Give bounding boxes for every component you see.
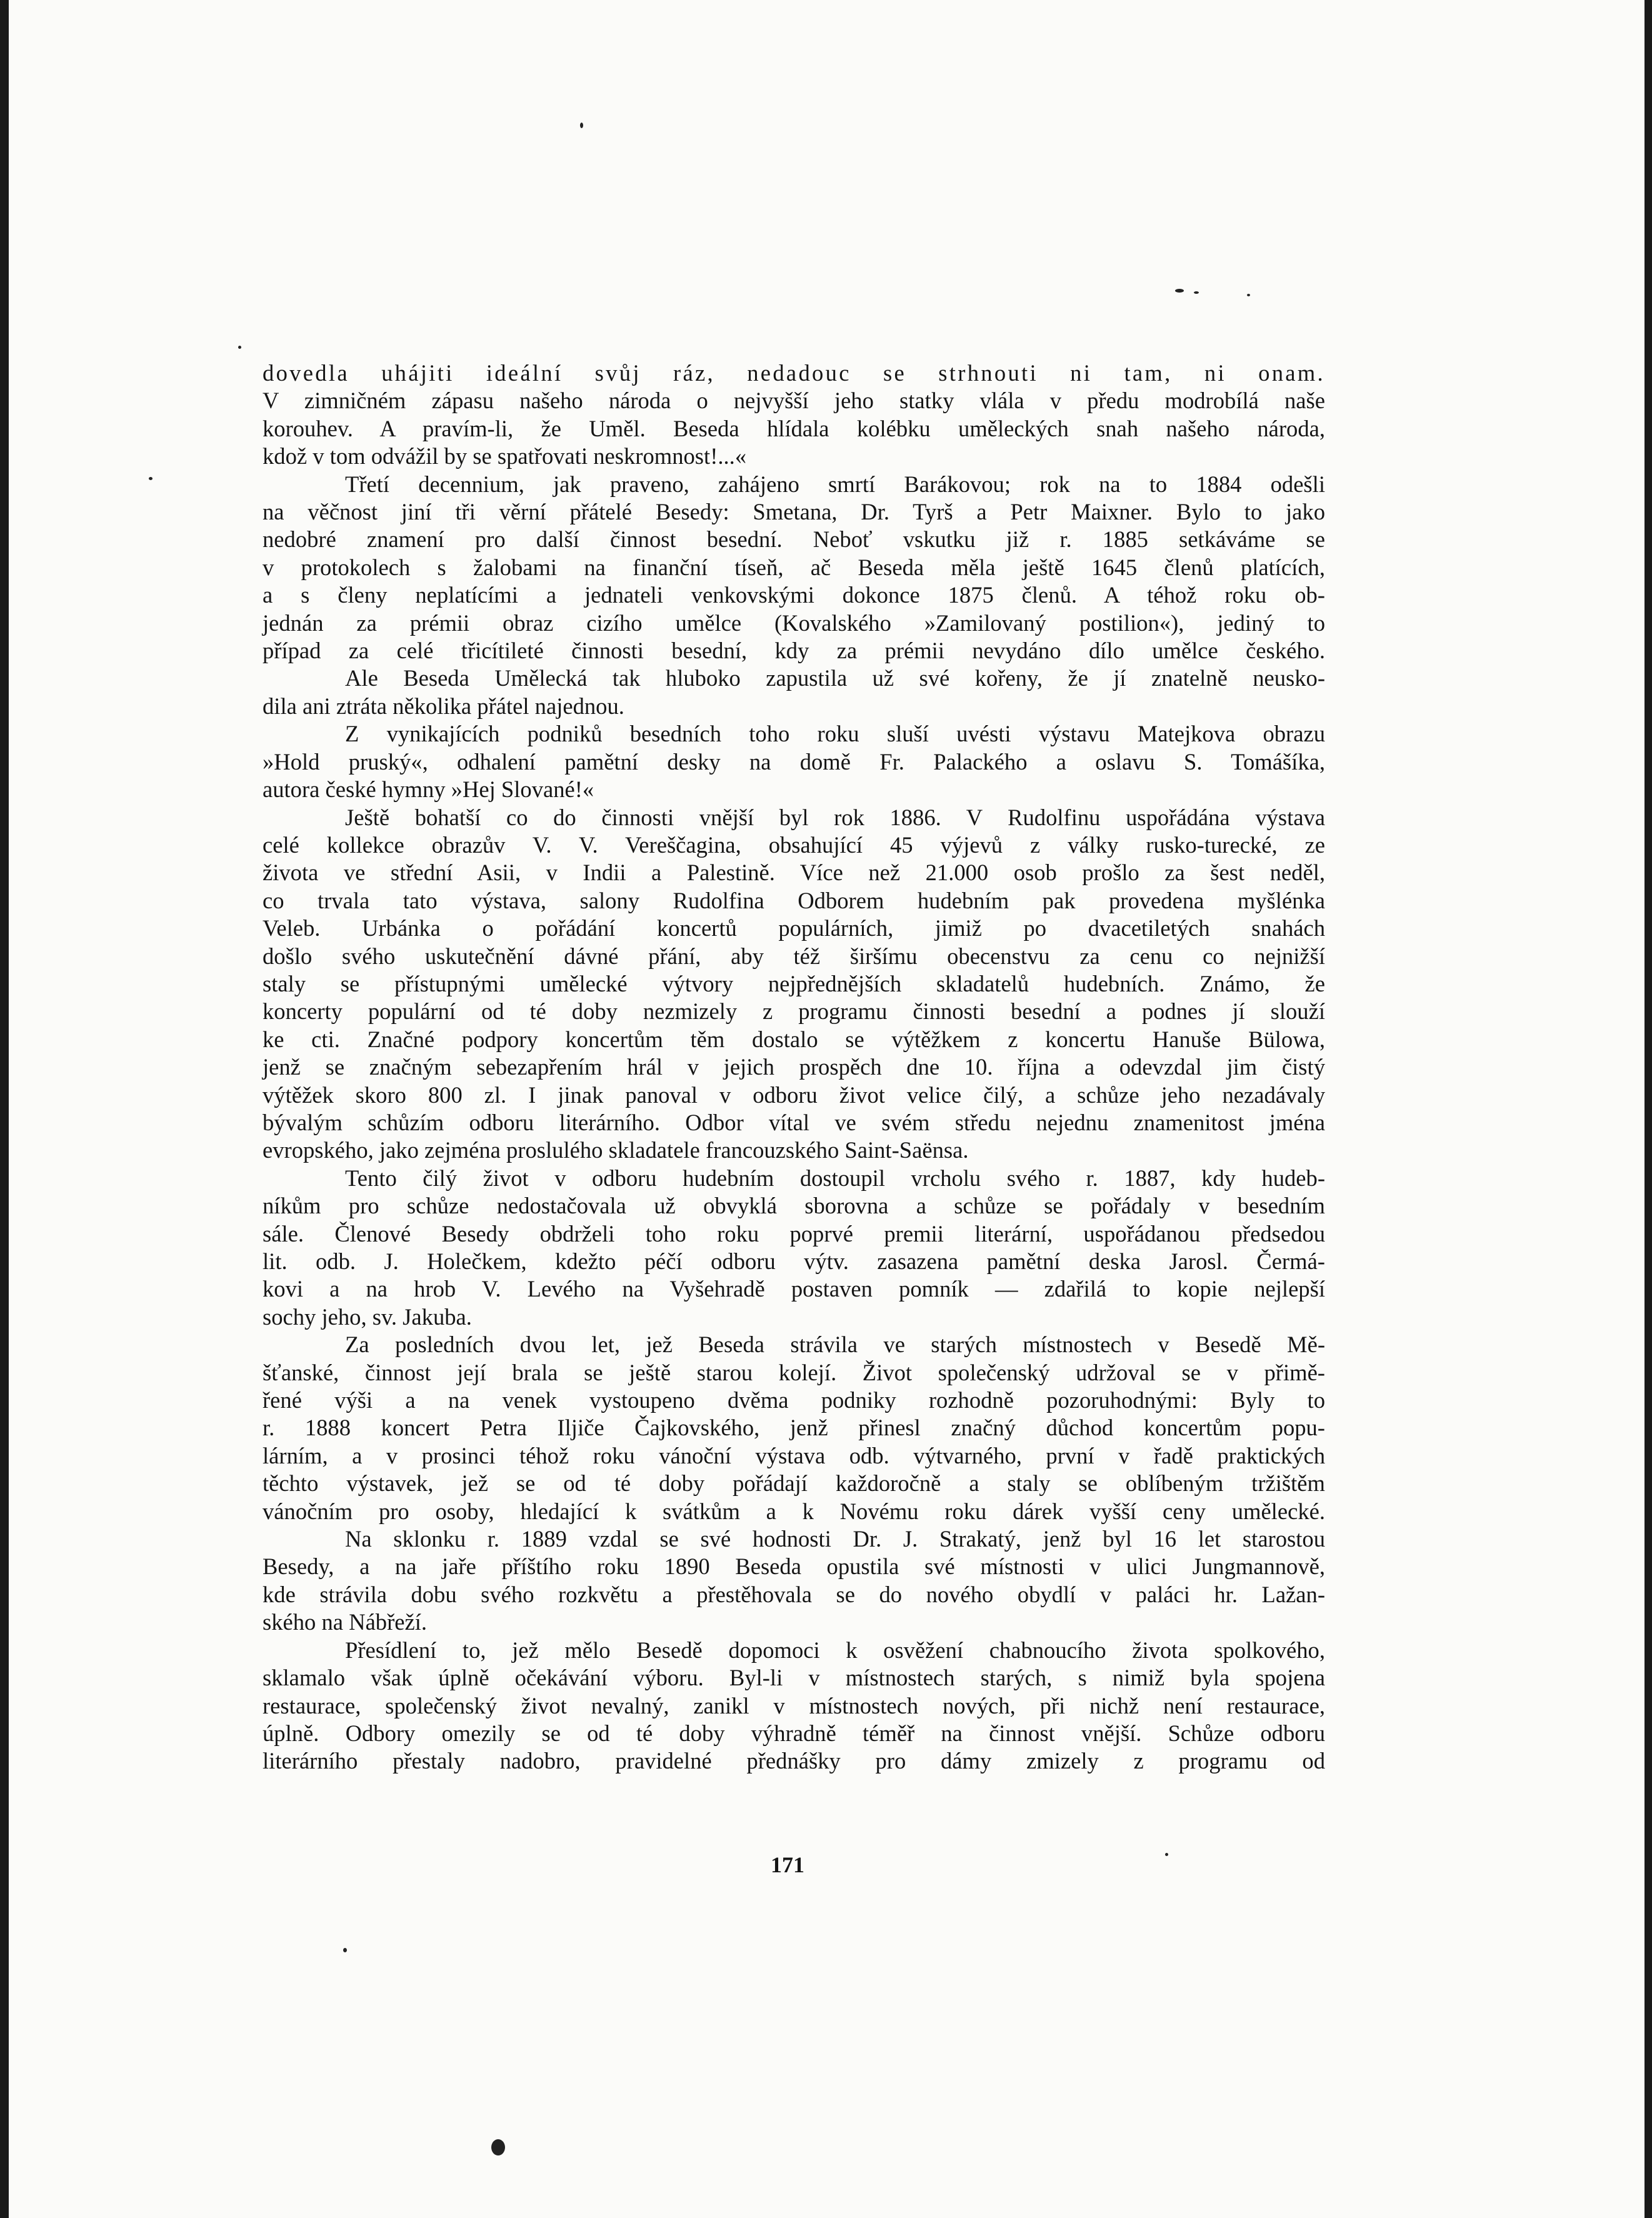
text-line: evropského, jako zejména proslulého skladatele francouzského Saint-Saënsa. <box>263 1137 969 1163</box>
text-line: Za posledních dvou let, jež Beseda strávila ve starých místnostech v Besedě Mě- <box>345 1332 1325 1358</box>
scan-speck <box>491 2139 505 2155</box>
scan-border-left <box>0 0 9 2218</box>
paragraph <box>263 665 1325 720</box>
paragraph <box>263 359 1325 471</box>
text-line: bývalým schůzím odboru literárního. Odbor vítal ve svém středu nejednu znamenitost jména <box>263 1109 1325 1135</box>
paragraph <box>263 720 1325 803</box>
text-line: došlo svého uskutečnění dávné přání, aby též širšímu obecenstvu za cenu co nejnižší <box>263 943 1325 969</box>
scan-speck <box>1247 294 1250 296</box>
text-line: Veleb. Urbánka o pořádání koncertů populárních, jimiž po dvacetiletých snahách <box>263 915 1325 941</box>
text-line: řené výši a na venek vystoupeno dvěma podniky rozhodně pozoruhodnými: Byly to <box>263 1387 1325 1413</box>
text-line: Třetí decennium, jak praveno, zahájeno smrtí Barákovou; rok na to 1884 odešli <box>345 471 1325 497</box>
text-line: Ještě bohatší co do činnosti vnější byl rok 1886. V Rudolfinu uspořádána výstava <box>345 804 1325 830</box>
scan-speck <box>1165 1853 1168 1856</box>
text-line: sochy jeho, sv. Jakuba. <box>263 1303 472 1330</box>
text-line: šťanské, činnost její brala se ještě starou kolejí. Život společenský udržoval se v přimě- <box>263 1359 1325 1385</box>
text-line: kde strávila dobu svého rozkvětu a přestěhovala se do nového obydlí v paláci hr. Lažan- <box>263 1581 1325 1607</box>
scan-speck <box>343 1948 347 1952</box>
text-line: dovedla uhájiti ideální svůj ráz, nedadouc se strhnouti ni tam, ni onam. <box>263 360 1325 386</box>
text-line: celé kollekce obrazův V. V. Vereščagina, obsahující 45 výjevů z války rusko-turecké, ze <box>263 831 1325 858</box>
text-line: Na sklonku r. 1889 vzdal se své hodnosti Dr. J. Strakatý, jenž byl 16 let starostou <box>345 1526 1325 1552</box>
text-line: úplně. Odbory omezily se od té doby výhradně téměř na činnost vnější. Schůze odboru <box>263 1720 1325 1746</box>
scan-speck <box>580 123 583 128</box>
scan-border-right <box>1644 0 1652 2218</box>
paragraph <box>263 1165 1325 1331</box>
text-line: případ za celé třicítileté činnosti besední, kdy za prémii nevydáno dílo umělce českého. <box>263 638 1325 664</box>
text-line: ke cti. Značné podpory koncertům těm dostalo se výtěžkem z koncertu Hanuše Bülowa, <box>263 1026 1325 1052</box>
text-line: restaurace, společenský život nevalný, zanikl v místnostech nových, při nichž není restaurace, <box>263 1692 1325 1719</box>
text-line: kdož v tom odvážil by se spatřovati neskromnost!...« <box>263 443 747 469</box>
text-line: »Hold pruský«, odhalení pamětní desky na domě Fr. Palackého a oslavu S. Tomášíka, <box>263 748 1325 775</box>
text-line: korouhev. A pravím-li, že Uměl. Beseda hlídala kolébku uměleckých snah našeho národa, <box>263 415 1325 441</box>
text-line: života ve střední Asii, v Indii a Palestině. Více než 21.000 osob prošlo za šest neděl, <box>263 860 1325 886</box>
body-text <box>263 359 1325 1775</box>
text-line: kovi a na hrob V. Levého na Vyšehradě postaven pomník — zdařilá to kopie nejlepší <box>263 1276 1325 1302</box>
scan-speck <box>149 477 153 480</box>
text-line: staly se přístupnými umělecké výtvory nejpřednějších skladatelů hudebních. Známo, že <box>263 970 1325 996</box>
text-line: Přesídlení to, jež mělo Besedě dopomoci k osvěžení chabnoucího života spolkového, <box>345 1637 1325 1663</box>
text-line: vánočním pro osoby, hledající k svátkům a k Novému roku dárek vyšší ceny umělecké. <box>263 1498 1325 1524</box>
paragraph <box>263 1637 1325 1775</box>
text-line: a s členy neplatícími a jednateli venkovskými dokonce 1875 členů. A téhož roku ob- <box>263 582 1325 608</box>
text-line: literárního přestaly nadobro, pravidelné přednášky pro dámy zmizely z programu od <box>263 1748 1325 1774</box>
text-line: lárním, a v prosinci téhož roku vánoční výstava odb. výtvarného, první v řadě praktických <box>263 1442 1325 1468</box>
text-line: koncerty populární od té doby nezmizely z programu činnosti besední a podnes jí slouží <box>263 998 1325 1025</box>
text-line: jenž se značným sebezapřením hrál v jejich prospěch dne 10. října a odevzdal jim čistý <box>263 1054 1325 1080</box>
text-line: Z vynikajících podniků besedních toho roku sluší uvésti výstavu Matejkova obrazu <box>345 721 1325 747</box>
paragraph <box>263 804 1325 1165</box>
page-number: 171 <box>771 1852 804 1877</box>
text-line: těchto výstavek, jež se od té doby pořádají každoročně a staly se oblíbeným tržištěm <box>263 1470 1325 1497</box>
paragraph <box>263 1525 1325 1637</box>
text-line: nedobré znamení pro další činnost besední. Neboť vskutku již r. 1885 setkáváme se <box>263 526 1325 553</box>
paragraph <box>263 1331 1325 1525</box>
text-line: co trvala tato výstava, salony Rudolfina Odborem hudebním pak provedena myšlénka <box>263 887 1325 913</box>
text-line: sklamalo však úplně očekávání výboru. Byl-li v místnostech starých, s nimiž byla spojena <box>263 1665 1325 1691</box>
text-line: v protokolech s žalobami na finanční tíseň, ač Beseda měla ještě 1645 členů platících, <box>263 554 1325 580</box>
text-line: ského na Nábřeží. <box>263 1609 428 1635</box>
scan-speck <box>1175 289 1184 293</box>
text-line: jednán za prémii obraz cizího umělce (Kovalského »Zamilovaný postilion«), jediný to <box>263 610 1325 636</box>
text-line: lit. odb. J. Holečkem, kdežto péčí odboru výtv. zasazena pamětní deska Jarosl. Čermá- <box>263 1248 1325 1274</box>
paragraph <box>263 471 1325 665</box>
text-line: V zimničném zápasu našeho národa o nejvyšší jeho statky vlála v předu modrobílá naše <box>263 388 1325 414</box>
text-line: dila ani ztráta několika přátel najednou. <box>263 693 624 719</box>
text-line: r. 1888 koncert Petra Iljiče Čajkovského, jenž přinesl značný důchod koncertům popu- <box>263 1415 1325 1441</box>
text-line: výtěžek skoro 800 zl. I jinak panoval v odboru život velice čilý, a schůze jeho nezadávaly <box>263 1081 1325 1108</box>
text-line: autora české hymny »Hej Slované!« <box>263 776 594 803</box>
text-line: sále. Členové Besedy obdrželi toho roku poprvé premii literární, uspořádanou předsedou <box>263 1220 1325 1247</box>
text-line: níkům pro schůze nedostačovala už obvyklá sborovna a schůze se pořádaly v besedním <box>263 1193 1325 1219</box>
text-line: na věčnost jiní tři věrní přátelé Besedy: Smetana, Dr. Tyrš a Petr Maixner. Bylo to jako <box>263 499 1325 525</box>
scan-speck <box>238 346 241 349</box>
text-line: Besedy, a na jaře příštího roku 1890 Beseda opustila své místnosti v ulici Jungmannově, <box>263 1553 1325 1580</box>
text-line: Tento čilý život v odboru hudebním dostoupil vrcholu svého r. 1887, kdy hudeb- <box>345 1165 1325 1191</box>
scan-speck <box>1194 291 1199 294</box>
text-line: Ale Beseda Umělecká tak hluboko zapustila už své kořeny, že jí znatelně neusko- <box>345 665 1325 691</box>
